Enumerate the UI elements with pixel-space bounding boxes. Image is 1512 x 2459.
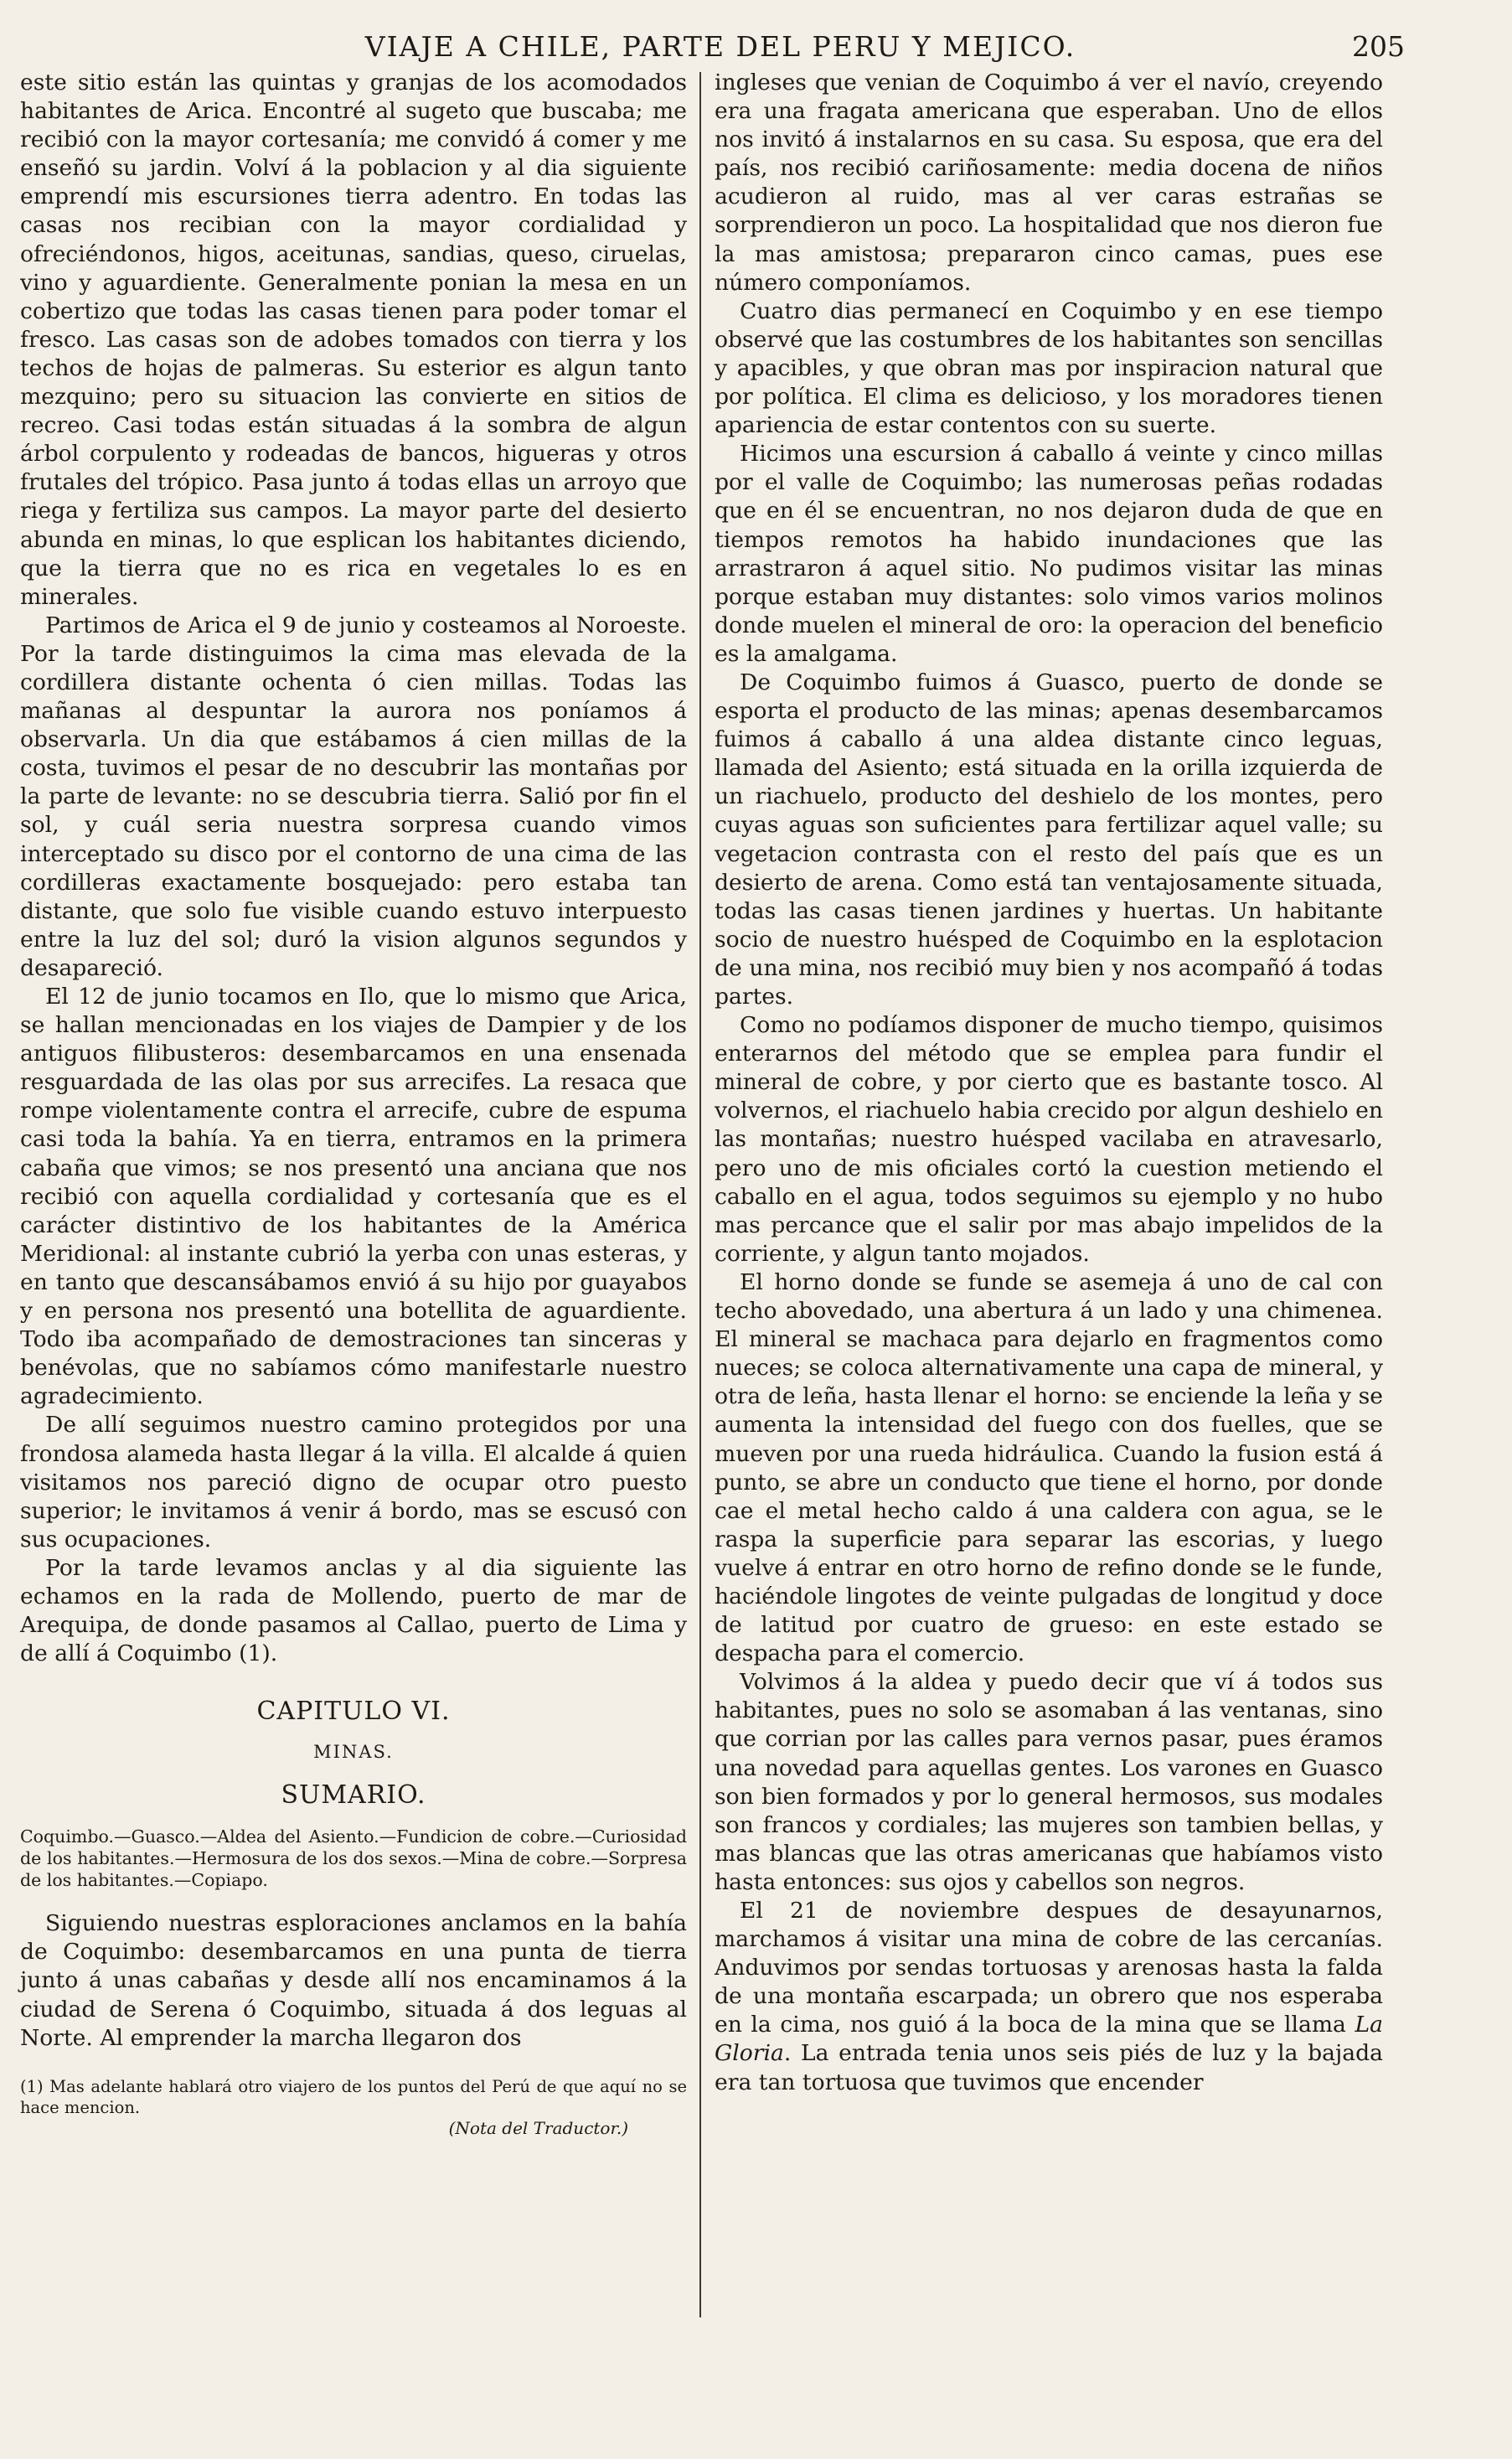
paragraph-text-tail: . La entrada tenia unos seis piés de luz y la bajada era tan tortuosa que tuvimos que encender: [715, 2040, 1383, 2095]
column-divider: [699, 72, 701, 2317]
paragraph: Como no podíamos disponer de mucho tiempo, quisimos enterarnos del método que se emplea para fundir el mineral de cobre, y por cierto que es bastante tosco. Al volvernos, el riachuelo habia crecido por algun deshielo en las montañas; nuestro huésped vacilaba en atravesarlo, pero uno de mis oficiales cortó la cuestion metiendo el caballo en el agua, todos seguimos su ejemplo y no hubo mas percance que el salir por mas abajo impelidos de la corriente, y algun tanto mojados.: [715, 1012, 1383, 1267]
right-column: [715, 69, 1383, 2097]
paragraph: este sitio están las quintas y granjas de los acomodados habitantes de Arica. Encontré al sugeto que buscaba; me recibió con la mayor cortesanía; me convidó á comer y me enseñó su jardin. Volví á la poblacion y al dia siguiente emprendí mis escursiones tierra adentro. En todas las casas nos recibian con la mayor cordialidad y ofreciéndonos, higos, aceitunas, sandias, queso, ciruelas, vino y aguardiente. Generalmente ponian la mesa en un cobertizo que todas las casas tienen para poder tomar el fresco. Las casas son de adobes tomados con tierra y los techos de hojas de palmeras. Su esterior es algun tanto mezquino; pero su situacion las convierte en sitios de recreo. Casi todas están situadas á la sombra de algun árbol corpulento y rodeadas de bancos, higueras y otros frutales del trópico. Pasa junto á todas ellas un arroyo que riega y fertiliza sus campos. La mayor parte del desierto abunda en minas, lo que esplican los habitantes diciendo, que la tierra que no es rica en vegetales lo es en minerales.: [20, 70, 687, 610]
running-title: VIAJE A CHILE, PARTE DEL PERU Y MEJICO.: [364, 30, 1076, 63]
paragraph: De Coquimbo fuimos á Guasco, puerto de donde se esporta el producto de las minas; apenas desembarcamos fuimos á caballo á una aldea distante cinco leguas, llamada del Asiento; está situada en la orilla izquierda de un riachuelo, producto del deshielo de los montes, pero cuyas aguas son suficientes para fertilizar aquel valle; su vegetacion contrasta con el resto del país que es un desierto de arena. Como está tan ventajosamente situada, todas las casas tienen jardines y huertas. Un habitante socio de nuestro huésped de Coquimbo en la esplotacion de una mina, nos recibió muy bien y nos acompañó á todas partes.: [715, 669, 1383, 1010]
running-head: [0, 28, 1512, 69]
chapter-summary: Coquimbo.—Guasco.—Aldea del Asiento.—Fundicion de cobre.—Curiosidad de los habitantes.—Hermosura de los dos sexos.—Mina de cobre.—Sorpresa de los habitantes.—Copiapo.: [20, 1826, 687, 1891]
footnote: (1) Mas adelante hablará otro viajero de los puntos del Perú de que aquí no se hace mencion.: [20, 2076, 687, 2117]
paragraph: Volvimos á la aldea y puedo decir que ví á todos sus habitantes, pues no solo se asomaban á las ventanas, sino que corrian por las calles para vernos pasar, pues éramos una novedad para aquellas gentes. Los varones en Guasco son bien formados y por lo general hermosos, sus modales son francos y cordiales; las mujeres son tambien bellas, y mas blancas que las otras americanas que habíamos visto hasta entonces: sus ojos y cabellos son negros.: [715, 1669, 1383, 1895]
footnote-signature: (Nota del Traductor.): [448, 2117, 628, 2138]
paragraph: De allí seguimos nuestro camino protegidos por una frondosa alameda hasta llegar á la villa. El alcalde á quien visitamos nos pareció digno de ocupar otro puesto superior; le invitamos á venir á bordo, mas se escusó con sus ocupaciones.: [20, 1412, 687, 1552]
mine-name: La Gloria: [715, 2012, 1383, 2067]
summary-heading: SUMARIO.: [281, 1780, 426, 1811]
chapter-subtitle: MINAS.: [313, 1742, 394, 1763]
chapter-heading: CAPITULO VI.: [256, 1697, 451, 1727]
paragraph: Hicimos una escursion á caballo á veinte y cinco millas por el valle de Coquimbo; las numerosas peñas rodadas que en él se encuentran, no nos dejaron duda de que en tiempos remotos ha habido inundaciones que las arrastraron á aquel sitio. No pudimos visitar las minas porque estaban muy distantes: solo vimos varios molinos donde muelen el mineral de oro: la operacion del beneficio es la amalgama.: [715, 441, 1383, 667]
paragraph-text: El 21 de noviembre despues de desayunarnos, marchamos á visitar una mina de cobre de las cercanías. Anduvimos por sendas tortuosas y arenosas hasta la falda de una montaña escarpada; un obrero que nos esperaba en la cima, nos guió á la boca de la mina que se llama: [715, 1898, 1383, 2038]
paragraph: [715, 1897, 1383, 2097]
left-column: [20, 69, 687, 2139]
page-number: 205: [1352, 30, 1405, 63]
paragraph: Cuatro dias permanecí en Coquimbo y en ese tiempo observé que las costumbres de los habitantes son sencillas y apacibles, y que obran mas por inspiracion natural que por política. El clima es delicioso, y los moradores tienen apariencia de estar contentos con su suerte.: [715, 297, 1383, 439]
paragraph: Por la tarde levamos anclas y al dia siguiente las echamos en la rada de Mollendo, puerto de mar de Arequipa, de donde pasamos al Callao, puerto de Lima y de allí á Coquimbo (1).: [20, 1554, 687, 1667]
paragraph: El horno donde se funde se asemeja á uno de cal con techo abovedado, una abertura á un lado y una chimenea. El mineral se machaca para dejarlo en fragmentos como nueces; se coloca alternativamente una capa de mineral, y otra de leña, hasta llenar el horno: se enciende la leña y se aumenta la intensidad del fuego con dos fuelles, que se mueven por una rueda hidráulica. Cuando la fusion está á punto, se abre un conducto que tiene el horno, por donde cae el metal hecho caldo á una caldera con agua, se le raspa la superficie para separar las escorias, y luego vuelve á entrar en otro horno de refino donde se le funde, haciéndole lingotes de veinte pulgadas de longitud y doce de latitud por cuatro de grueso: en este estado se despacha para el comercio.: [715, 1268, 1383, 1667]
paragraph: Partimos de Arica el 9 de junio y costeamos al Noroeste. Por la tarde distinguimos la cima mas elevada de la cordillera distante ochenta ó cien millas. Todas las mañanas al despuntar la aurora nos poníamos á observarla. Un dia que estábamos á cien millas de la costa, tuvimos el pesar de no descubrir las montañas por la parte de levante: no se descubria tierra. Salió por fin el sol, y cuál seria nuestra sorpresa cuando vimos interceptado su disco por el contorno de una cima de las cordilleras exactamente bosquejado: pero estaba tan distante, que solo fue visible cuando estuvo interpuesto entre la luz del sol; duró la vision algunos segundos y desapareció.: [20, 612, 687, 981]
paragraph: Siguiendo nuestras esploraciones anclamos en la bahía de Coquimbo: desembarcamos en una punta de tierra junto á unas cabañas y desde allí nos encaminamos á la ciudad de Serena ó Coquimbo, situada á dos leguas al Norte. Al emprender la marcha llegaron dos: [20, 1910, 687, 2051]
paragraph: ingleses que venian de Coquimbo á ver el navío, creyendo era una fragata americana que esperaban. Uno de ellos nos invitó á instalarnos en su casa. Su esposa, que era del país, nos recibió cariñosamente: media docena de niños acudieron al ruido, mas al ver caras estrañas se sorprendieron un poco. La hospitalidad que nos dieron fue la mas amistosa; prepararon cinco camas, pues ese número componíamos.: [715, 70, 1383, 296]
paragraph: El 12 de junio tocamos en Ilo, que lo mismo que Arica, se hallan mencionadas en los viajes de Dampier y de los antiguos filibusteros: desembarcamos en una ensenada resguardada de las olas por sus arrecifes. La resaca que rompe violentamente contra el arrecife, cubre de espuma casi toda la bahía. Ya en tierra, entramos en la primera cabaña que vimos; se nos presentó una anciana que nos recibió con aquella cordialidad y cortesanía que es el carácter distintivo de los habitantes de la América Meridional: al instante cubrió la yerba con unas esteras, y en tanto que descansábamos envió á su hijo por guayabos y en persona nos presentó una botellita de aguardiente. Todo iba acompañado de demostraciones tan sinceras y benévolas, que no sabíamos cómo manifestarle nuestro agradecimiento.: [20, 984, 687, 1410]
